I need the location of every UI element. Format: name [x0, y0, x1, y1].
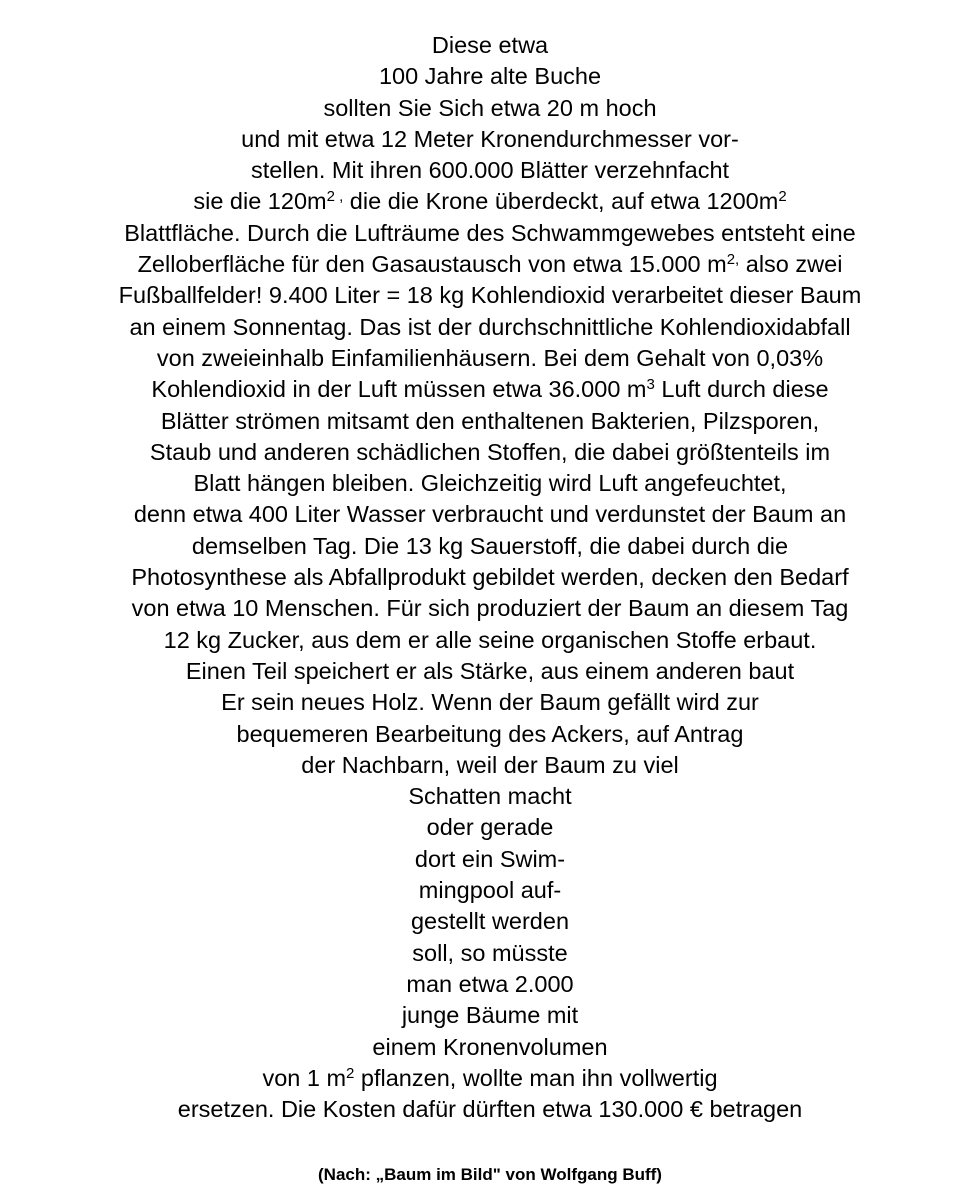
- text-segment: oder gerade: [426, 814, 554, 841]
- text-segment: und mit etwa 12 Meter Kronendurchmesser vor-: [241, 125, 739, 152]
- text-segment: Einen Teil speichert er als Stärke, aus einem anderen baut: [185, 657, 795, 684]
- text-segment: man etwa 2.000: [406, 970, 574, 997]
- text-segment: Luft durch diese: [654, 376, 829, 403]
- source-citation: (Nach: „Baum im Bild" von Wolfgang Buff): [318, 1165, 662, 1184]
- text-line: [0, 625, 980, 656]
- text-segment: sollten Sie Sich etwa 20 m hoch: [323, 94, 657, 121]
- text-segment: also zwei: [739, 251, 843, 278]
- text-segment: gestellt werden: [410, 908, 570, 935]
- text-line: [0, 844, 980, 875]
- text-segment: von etwa 10 Menschen. Für sich produziert der Baum an diesem Tag: [131, 595, 849, 622]
- superscript: 2 ,: [326, 188, 344, 206]
- text-line: [0, 437, 980, 468]
- text-segment: Photosynthese als Abfallprodukt gebildet werden, decken den Bedarf: [131, 564, 849, 591]
- text-line: [0, 124, 980, 155]
- text-segment: von zweieinhalb Einfamilienhäusern. Bei dem Gehalt von 0,03%: [156, 344, 824, 371]
- text-segment: pflanzen, wollte man ihn vollwertig: [354, 1064, 718, 1091]
- text-line: [0, 812, 980, 843]
- superscript: 3: [646, 376, 655, 394]
- tree-shaped-text: [0, 30, 980, 1125]
- text-line: [0, 93, 980, 124]
- text-line: [0, 468, 980, 499]
- text-segment: ersetzen. Die Kosten dafür dürften etwa 130.000 € betragen: [177, 1096, 803, 1123]
- text-line: [0, 343, 980, 374]
- text-line: [0, 1094, 980, 1125]
- text-segment: Er sein neues Holz. Wenn der Baum gefällt wird zur: [221, 689, 759, 716]
- text-line: [0, 1000, 980, 1031]
- text-segment: Blattfläche. Durch die Lufträume des Schwammgewebes entsteht eine: [124, 219, 856, 246]
- text-line: [0, 719, 980, 750]
- text-segment: 12 kg Zucker, aus dem er alle seine organischen Stoffe erbaut.: [163, 626, 817, 653]
- text-line: [0, 249, 980, 280]
- text-line: [0, 781, 980, 812]
- text-line: [0, 374, 980, 405]
- text-segment: sie die 120m: [193, 188, 327, 215]
- text-line: [0, 687, 980, 718]
- superscript: 2,: [726, 251, 740, 269]
- text-segment: 100 Jahre alte Buche: [378, 63, 602, 90]
- text-segment: mingpool auf-: [418, 877, 562, 904]
- text-line: [0, 875, 980, 906]
- text-segment: Blatt hängen bleiben. Gleichzeitig wird Luft angefeuchtet,: [193, 470, 787, 497]
- text-line: [0, 906, 980, 937]
- text-line: [0, 406, 980, 437]
- text-segment: Schatten macht: [408, 783, 572, 810]
- superscript: 2: [778, 188, 787, 206]
- text-line: [0, 186, 980, 217]
- text-segment: Staub und anderen schädlichen Stoffen, die dabei größtenteils im: [149, 438, 831, 465]
- text-line: [0, 969, 980, 1000]
- text-line: [0, 1032, 980, 1063]
- text-segment: einem Kronenvolumen: [372, 1033, 608, 1060]
- text-segment: Blätter strömen mitsamt den enthaltenen Bakterien, Pilzsporen,: [160, 407, 820, 434]
- text-line: [0, 531, 980, 562]
- text-segment: demselben Tag. Die 13 kg Sauerstoff, die dabei durch die: [191, 532, 789, 559]
- superscript: 2: [346, 1064, 355, 1082]
- text-segment: Diese etwa: [431, 32, 549, 58]
- text-line: [0, 1063, 980, 1094]
- text-line: [0, 499, 980, 530]
- text-segment: denn etwa 400 Liter Wasser verbraucht und verdunstet der Baum an: [133, 501, 847, 528]
- text-line: [0, 30, 980, 61]
- text-segment: dort ein Swim-: [414, 845, 566, 872]
- text-segment: bequemeren Bearbeitung des Ackers, auf Antrag: [236, 720, 744, 747]
- text-segment: die die Krone überdeckt, auf etwa 1200m: [343, 188, 779, 215]
- text-segment: junge Bäume mit: [401, 1002, 579, 1029]
- text-line: [0, 61, 980, 92]
- text-line: [0, 155, 980, 186]
- text-line: [0, 562, 980, 593]
- text-line: [0, 593, 980, 624]
- text-segment: Zelloberfläche für den Gasaustausch von etwa 15.000 m: [137, 251, 727, 278]
- text-segment: Fußballfelder! 9.400 Liter = 18 kg Kohlendioxid verarbeitet dieser Baum: [118, 282, 862, 309]
- text-line: [0, 656, 980, 687]
- text-segment: stellen. Mit ihren 600.000 Blätter verzehnfacht: [250, 157, 730, 184]
- text-line: [0, 750, 980, 781]
- text-line: [0, 938, 980, 969]
- text-line: [0, 280, 980, 311]
- text-segment: Kohlendioxid in der Luft müssen etwa 36.000 m: [151, 376, 647, 403]
- text-segment: an einem Sonnentag. Das ist der durchschnittliche Kohlendioxidabfall: [129, 313, 851, 340]
- text-segment: der Nachbarn, weil der Baum zu viel: [301, 751, 679, 778]
- text-line: [0, 218, 980, 249]
- text-line: [0, 312, 980, 343]
- text-segment: von 1 m: [262, 1064, 347, 1091]
- text-segment: soll, so müsste: [412, 939, 568, 966]
